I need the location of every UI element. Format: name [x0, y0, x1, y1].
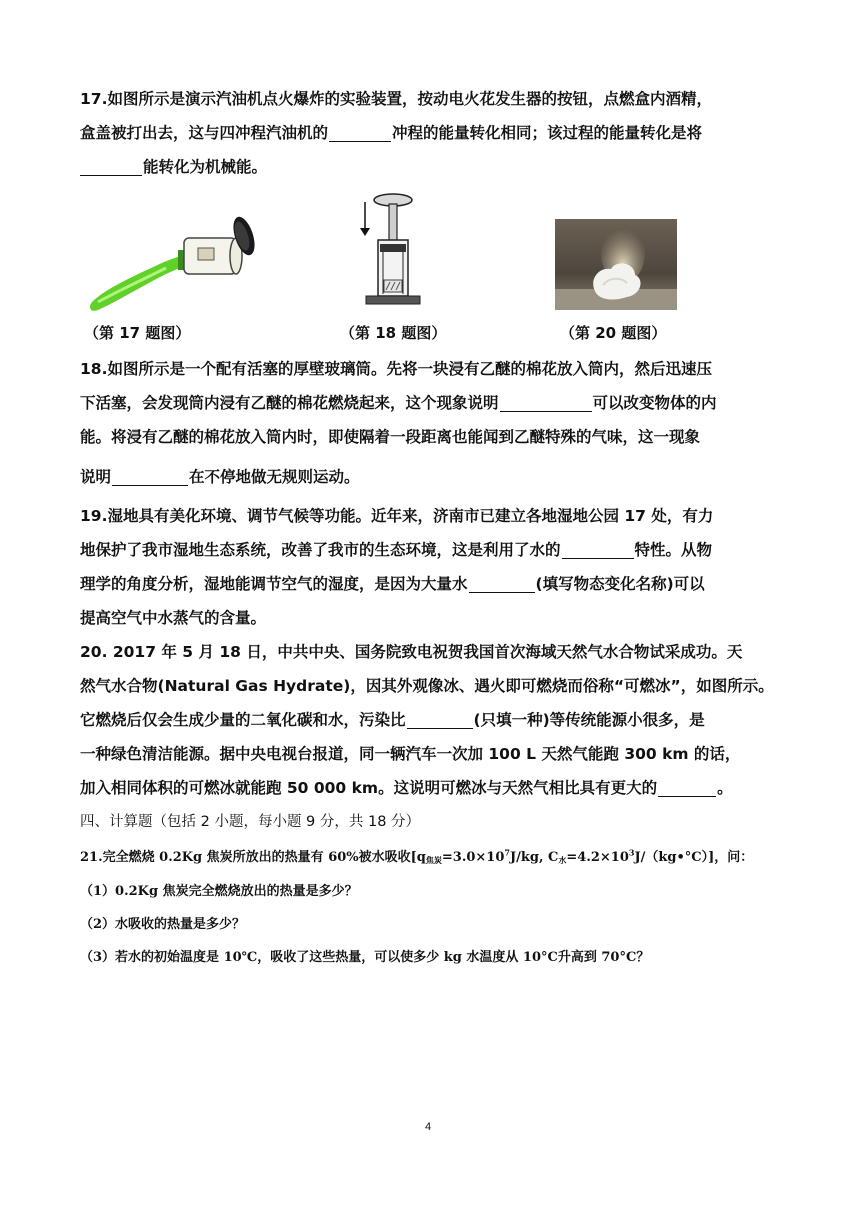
- answer-blank: [658, 776, 716, 797]
- q18-line-3: 能。将浸有乙醚的棉花放入筒内时，即使隔着一段距离也能闻到乙醚特殊的气味，这一现象: [80, 428, 701, 446]
- q18-line-1: 18.如图所示是一个配有活塞的厚壁玻璃筒。先将一块浸有乙醚的棉花放入筒内，然后迅速压: [80, 360, 712, 378]
- q18-line-2: 下活塞，会发现筒内浸有乙醚的棉花燃烧起来，这个现象说明 可以改变物体的内: [80, 386, 780, 420]
- answer-blank: [112, 465, 188, 486]
- q20-line-4: 一种绿色清洁能源。据中央电视台报道，同一辆汽车一次加 100 L 天然气能跑 300 km 的话，: [80, 745, 741, 763]
- question-21-part-3: （3）若水的初始温度是 10℃，吸收了这些热量，可以使多少 kg 水温度从 10°C升高到 70°C？: [80, 950, 650, 965]
- figure-20-caption: （第 20 题图）: [560, 324, 667, 342]
- q17-line-1: 17.如图所示是演示汽油机点火爆炸的实验装置，按动电火花发生器的按钮，点燃盒内酒精，: [80, 90, 712, 108]
- figure-18-caption: （第 18 题图）: [340, 324, 447, 342]
- question-17: [80, 82, 780, 184]
- answer-blank: [469, 572, 535, 593]
- q19-line-1: 19.湿地具有美化环境、调节气候等功能。近年来，济南市已建立各地湿地公园 17 处，有力: [80, 507, 714, 525]
- question-18: [80, 352, 780, 494]
- question-21-stem: 21.完全燃烧 0.2Kg 焦炭所放出的热量有 60%被水吸收[$q_{焦炭}=3.0\times 10^7J/kg$, $C_水=4.2\times 10^3J/(kg•^\circ C)$]，问：: [80, 847, 754, 865]
- q20-line-1: 20. 2017 年 5 月 18 日，中共中央、国务院致电祝贺我国首次海域天然气水合物试采成功。天: [80, 643, 743, 661]
- figure-17-caption: （第 17 题图）: [84, 324, 191, 342]
- question-21-part-1: （1）0.2Kg 焦炭完全燃烧放出的热量是多少？: [80, 884, 358, 899]
- q20-line-3: 它燃烧后仅会生成少量的二氧化碳和水，污染比 (只填一种)等传统能源小很多，是: [80, 703, 780, 737]
- figure-17-ignition-apparatus: [86, 210, 266, 315]
- q20-line-5: 加入相同体积的可燃冰就能跑 50 000 km。这说明可燃冰与天然气相比具有更大的 。: [80, 771, 780, 805]
- q19-line-3: 理学的角度分析，湿地能调节空气的湿度，是因为大量水 (填写物态变化名称)可以: [80, 567, 780, 601]
- q19-line-2: 地保护了我市湿地生态系统，改善了我市的生态环境，这是利用了水的 特性。从物: [80, 533, 780, 567]
- section-heading-calculation: 四、计算题（包括 2 小题，每小题 9 分，共 18 分）: [80, 814, 421, 830]
- figure-20-combustible-ice-photo: [555, 219, 677, 310]
- answer-blank: [562, 538, 634, 559]
- answer-blank: [80, 155, 142, 176]
- q17-line-2: 盒盖被打出去，这与四冲程汽油机的 冲程的能量转化相同；该过程的能量转化是将: [80, 116, 780, 150]
- question-21-part-2: （2）水吸收的热量是多少？: [80, 917, 246, 932]
- answer-blank: [329, 121, 391, 142]
- question-19: [80, 499, 780, 635]
- q17-line-3: 能转化为机械能。: [80, 150, 780, 184]
- answer-blank: [500, 391, 592, 412]
- q19-line-4: 提高空气中水蒸气的含量。: [80, 609, 267, 627]
- q18-line-4: 说明 在不停地做无规则运动。: [80, 460, 780, 494]
- figure-18-piston-cylinder: [354, 188, 430, 310]
- page-number: 4: [425, 1121, 432, 1133]
- answer-blank: [407, 708, 473, 729]
- q20-line-2: 然气水合物(Natural Gas Hydrate)，因其外观像冰、遇火即可燃烧而俗称“可燃冰”，如图所示。: [80, 677, 774, 695]
- question-20: [80, 635, 780, 805]
